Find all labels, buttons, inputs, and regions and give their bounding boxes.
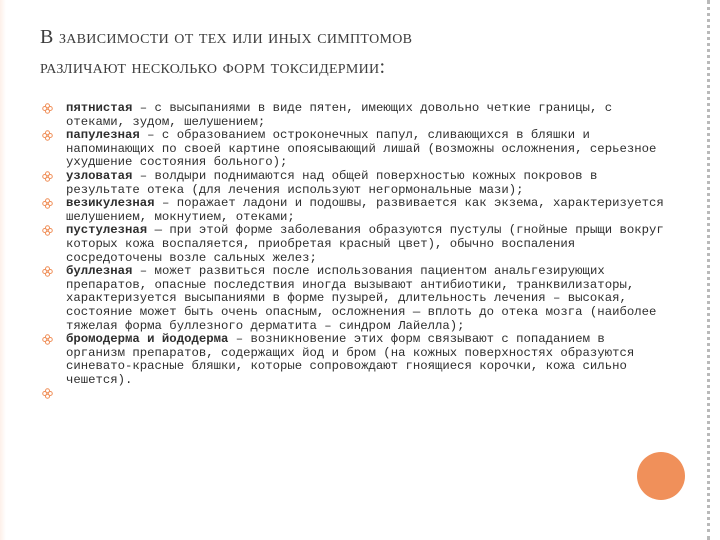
decorative-orange-circle [637,452,685,500]
slide-title [40,22,680,82]
flower-bullet-icon [42,266,53,277]
desc-nodular: – волдыри поднимаются над общей поверхностью кожных покровов в результате отека (для лечения используют негормональные мази); [66,168,598,197]
term-pustular: пустулезная [66,223,148,238]
flower-bullet-icon [42,198,53,209]
desc-vesicular: – поражает ладони и подошвы, развивается как экзема, характеризуется шелушением, мокнутием, отеками; [66,196,664,224]
flower-bullet-icon [42,171,53,182]
slide-title-line-2: различают несколько форм токсидермии: [40,56,386,78]
term-bullous: буллезная [66,264,133,279]
term-nodular: узловатая [66,168,133,183]
list-item-vesicular [40,197,666,224]
list-item-empty [40,387,666,409]
desc-papular: – с образованием остроконечных папул, сливающихся в бляшки и напоминающих по своей картине опоясывающий лишай (возможны осложнения, серьезное ухудшение состояния больного); [66,128,657,170]
desc-bullous: – может развиться после использования пациентом анальгезирующих препаратов, опасные последствия иногда вызывают антибиотики, транквилизаторы, характеризуется высыпаниями в форме пузырей, длительность лечения – высокая, состояние может быть очень опасным, осложнения — вплоть до отека мозга (наиболее тяжелая форма буллезного дерматита – синдром Лайелла); [66,264,657,333]
symptom-form-list [40,102,666,409]
left-margin-strip [0,0,6,540]
flower-bullet-icon [42,225,53,236]
flower-bullet-icon [42,130,53,141]
list-item-papular [40,129,666,170]
list-item-bullous [40,265,666,333]
flower-bullet-icon [42,334,53,345]
term-spotted: пятнистая [66,101,133,115]
list-item-spotted [40,102,666,129]
flower-bullet-icon [42,388,53,399]
desc-bromoderma: – возникновение этих форм связывают с попаданием в организм препаратов, содержащих йод и бром (на кожных поверхностях образуются синевато-красные бляшки, которые сопровождают гноящиеся корочки, кожа сильно чешется). [66,332,635,387]
desc-spotted: – с высыпаниями в виде пятен, имеющих довольно четкие границы, с отеками, зудом, шелушением; [66,101,613,129]
desc-pustular: — при этой форме заболевания образуются пустулы (гнойные прыщи вокруг которых кожа воспаляется, приобретая красный цвет), обычно воспаления сосредоточены возле сальных желез; [66,223,664,265]
flower-bullet-icon [42,103,53,114]
slide-title-line-1: В зависимости от тех или иных симптомов [40,26,413,48]
term-bromoderma: бромодерма и йододерма [66,332,229,347]
list-item-pustular [40,224,666,265]
list-item-bromoderma [40,333,666,387]
term-papular: папулезная [66,128,140,143]
list-item-nodular [40,170,666,197]
term-vesicular: везикулезная [66,196,155,211]
